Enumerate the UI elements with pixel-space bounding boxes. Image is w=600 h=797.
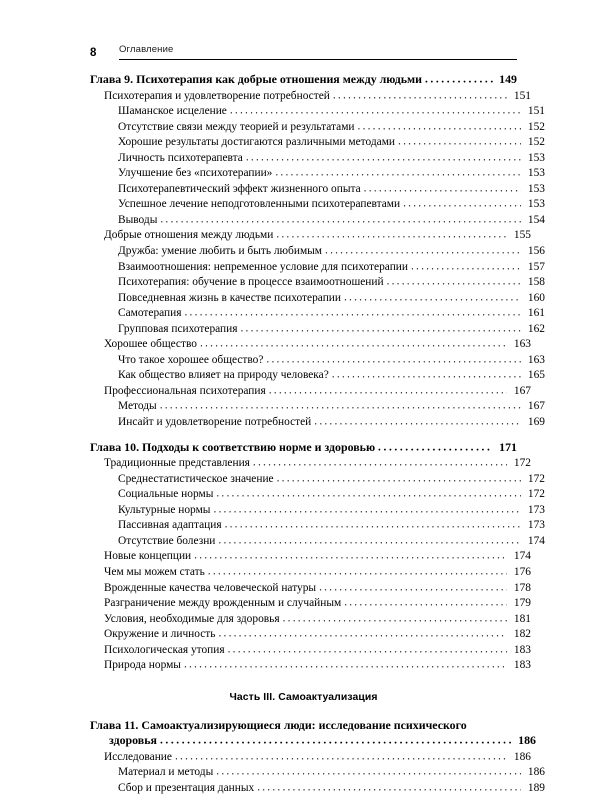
toc-entry-title: Исследование [104, 750, 172, 763]
dot-leader [344, 290, 521, 306]
dot-leader [253, 456, 507, 472]
toc-entry[interactable] [118, 415, 545, 431]
dot-leader [276, 228, 507, 244]
toc-entry-title: Успешное лечение неподготовленными психотерапевтами [118, 198, 401, 211]
toc-entry-page-number: 174 [513, 550, 531, 563]
toc-entry-title: Пассивная адаптация [118, 519, 222, 532]
toc-entry-page-number: 176 [513, 565, 531, 578]
toc-entry[interactable] [118, 472, 545, 488]
toc-entry-page-number: 153 [527, 151, 545, 164]
toc-entry-title: Хорошее общество [104, 338, 197, 351]
dot-leader [314, 415, 521, 431]
toc-entry[interactable] [104, 658, 531, 674]
dot-leader [160, 399, 521, 415]
toc-entry-page-number: 152 [527, 120, 545, 133]
dot-leader [184, 658, 507, 674]
toc-entry[interactable] [104, 612, 531, 628]
toc-entry[interactable] [104, 89, 531, 105]
toc-entry[interactable] [118, 197, 545, 213]
toc-chapter-entry[interactable] [90, 440, 517, 457]
toc-entry[interactable] [104, 643, 531, 659]
dot-leader [216, 487, 521, 503]
toc-entry-title: Взаимоотношения: непременное условие для психотерапии [118, 260, 408, 273]
toc-entry[interactable] [118, 291, 545, 307]
toc-entry-page-number: 183 [513, 659, 531, 672]
toc-entry-page-number: 174 [527, 534, 545, 547]
dot-leader [344, 596, 507, 612]
dot-leader [275, 166, 521, 182]
toc-entry-page-number: 154 [527, 213, 545, 226]
part-heading: Часть III. Самоактуализация [229, 691, 378, 703]
toc-entry-title: Выводы [118, 213, 158, 226]
dot-leader [325, 244, 521, 260]
toc-entry-title: Психологическая утопия [104, 643, 225, 656]
toc-entry[interactable] [118, 151, 545, 167]
toc-entry[interactable] [118, 166, 545, 182]
toc-entry-page-number: 178 [513, 581, 531, 594]
toc-entry-title: Улучшение без «психотерапии» [118, 167, 273, 180]
toc-entry[interactable] [118, 260, 545, 276]
toc-entry-page-number: 161 [527, 307, 545, 320]
dot-leader [246, 150, 521, 166]
dot-leader [387, 275, 521, 291]
dot-leader [218, 627, 507, 643]
toc-entry-page-number: 182 [513, 628, 531, 641]
dot-leader [364, 181, 521, 197]
toc-entry-page-number: 169 [527, 416, 545, 429]
dot-leader [425, 73, 493, 89]
toc-entry-title: Личность психотерапевта [118, 151, 243, 164]
toc-entry-title: Отсутствие болезни [118, 534, 216, 547]
toc-entry-page-number: 181 [513, 612, 531, 625]
dot-leader [200, 337, 507, 353]
toc-entry-title: Глава 11. Самоактуализирующиеся люди: исследование психического [90, 717, 467, 732]
toc-entry-title: здоровья [109, 733, 157, 748]
dot-leader [240, 321, 521, 337]
dot-leader [208, 564, 507, 580]
toc-entry-title: Повседневная жизнь в качестве психотерапии [118, 291, 341, 304]
toc-entry-page-number: 172 [527, 488, 545, 501]
running-header [90, 44, 517, 60]
toc-entry[interactable] [104, 581, 531, 597]
toc-entry-page-number: 186 [518, 733, 536, 748]
toc-entry-page-number: 151 [513, 89, 531, 102]
toc-entry-page-number: 153 [527, 198, 545, 211]
toc-entry-page-number: 173 [527, 503, 545, 516]
toc-entry-page-number: 151 [527, 105, 545, 118]
toc-entry[interactable] [118, 399, 545, 415]
toc-entry[interactable] [118, 213, 545, 229]
toc-entry-page-number: 165 [527, 369, 545, 382]
dot-leader [230, 104, 521, 120]
running-head-rule [119, 44, 517, 60]
toc-entry[interactable] [118, 353, 545, 369]
toc-entry[interactable] [118, 306, 545, 322]
toc-entry-title: Культурные нормы [118, 503, 211, 516]
dot-leader [269, 383, 507, 399]
toc-entry-title: Чем мы можем стать [104, 565, 205, 578]
dot-leader [184, 306, 521, 322]
toc-entry-title: Глава 9. Психотерапия как добрые отношения между людьми [90, 72, 422, 86]
dot-leader [411, 259, 521, 275]
toc-entry-page-number: 172 [513, 457, 531, 470]
toc-entry[interactable] [118, 244, 545, 260]
toc-entry-page-number: 149 [499, 72, 517, 86]
toc-entry-page-number: 156 [527, 245, 545, 258]
toc-entry-page-number: 155 [513, 229, 531, 242]
toc-entry-page-number: 158 [527, 276, 545, 289]
table-of-contents [90, 72, 545, 797]
toc-entry-title: Добрые отношения между людьми [104, 229, 274, 242]
toc-entry-title: Методы [118, 400, 157, 413]
toc-entry-title: Сбор и презентация данных [118, 781, 255, 794]
toc-entry[interactable] [118, 534, 545, 550]
toc-entry[interactable] [118, 275, 545, 291]
toc-entry-title: Традиционные представления [104, 457, 250, 470]
toc-entry-title: Психотерапевтический эффект жизненного опыта [118, 182, 361, 195]
dot-leader [160, 212, 521, 228]
toc-entry[interactable] [118, 135, 545, 151]
dot-leader [358, 119, 521, 135]
toc-entry-page-number: 172 [527, 472, 545, 485]
toc-entry-page-number: 160 [527, 291, 545, 304]
toc-entry-title: Материал и методы [118, 766, 214, 779]
toc-entry-title: Как общество влияет на природу человека? [118, 369, 329, 382]
toc-entry-page-number: 183 [513, 643, 531, 656]
toc-entry-title: Шаманское исцеление [118, 105, 227, 118]
toc-entry-title: Условия, необходимые для здоровья [104, 612, 280, 625]
toc-chapter-entry[interactable] [90, 72, 517, 89]
toc-entry[interactable] [118, 322, 545, 338]
dot-leader [378, 440, 493, 456]
dot-leader [319, 580, 507, 596]
toc-entry[interactable] [104, 337, 531, 353]
toc-entry-title: Профессиональная психотерапия [104, 384, 266, 397]
toc-entry-title: Групповая психотерапия [118, 322, 238, 335]
toc-entry-title: Самотерапия [118, 307, 182, 320]
dot-leader [403, 197, 521, 213]
toc-entry-title: Психотерапия и удовлетворение потребностей [104, 89, 330, 102]
toc-entry-title: Врожденные качества человеческой натуры [104, 581, 317, 594]
toc-entry[interactable] [118, 120, 545, 136]
toc-entry[interactable] [118, 781, 545, 797]
toc-entry-title: Окружение и личность [104, 628, 216, 641]
dot-leader [257, 780, 521, 796]
toc-entry[interactable] [118, 368, 545, 384]
dot-leader [218, 533, 521, 549]
dot-leader [216, 765, 521, 781]
toc-entry-page-number: 189 [527, 781, 545, 794]
toc-entry-page-number: 163 [513, 338, 531, 351]
toc-entry-page-number: 162 [527, 322, 545, 335]
toc-entry[interactable] [118, 503, 545, 519]
toc-entry-page-number: 167 [527, 400, 545, 413]
toc-entry[interactable] [104, 456, 531, 472]
toc-chapter-entry[interactable] [109, 733, 536, 750]
toc-entry-title: Социальные нормы [118, 488, 214, 501]
toc-entry-page-number: 152 [527, 136, 545, 149]
toc-entry[interactable] [104, 596, 531, 612]
toc-entry-page-number: 171 [499, 439, 517, 454]
toc-entry-title: Инсайт и удовлетворение потребностей [118, 416, 312, 429]
toc-entry[interactable] [118, 104, 545, 120]
toc-entry-title: Разграничение между врожденным и случайным [104, 597, 342, 610]
dot-leader [266, 352, 521, 368]
toc-entry-title: Дружба: умение любить и быть любимым [118, 245, 323, 258]
toc-entry-title: Психотерапия: обучение в процессе взаимоотношений [118, 276, 384, 289]
running-head-title: Оглавление [119, 44, 174, 55]
dot-leader [332, 368, 521, 384]
toc-entry[interactable] [118, 518, 545, 534]
toc-entry-page-number: 173 [527, 519, 545, 532]
toc-entry[interactable] [104, 565, 531, 581]
dot-leader [213, 502, 521, 518]
page-number-folio: 8 [90, 47, 97, 59]
toc-entry-title: Что такое хорошее общество? [118, 353, 264, 366]
dot-leader [225, 518, 521, 534]
toc-entry-page-number: 163 [527, 353, 545, 366]
dot-leader [333, 88, 507, 104]
toc-entry-title: Хорошие результаты достигаются различными методами [118, 136, 396, 149]
toc-entry-title: Природа нормы [104, 659, 181, 672]
toc-entry-title: Новые концепции [104, 550, 192, 563]
toc-entry-page-number: 153 [527, 182, 545, 195]
dot-leader [175, 749, 507, 765]
toc-entry-page-number: 167 [513, 384, 531, 397]
toc-entry-title: Среднестатистическое значение [118, 472, 274, 485]
toc-entry-page-number: 179 [513, 597, 531, 610]
toc-entry[interactable] [118, 765, 545, 781]
toc-entry-title: Отсутствие связи между теорией и результатами [118, 120, 355, 133]
dot-leader [160, 734, 512, 750]
toc-entry-page-number: 157 [527, 260, 545, 273]
toc-entry-title: Глава 10. Подходы к соответствию норме и здоровью [90, 439, 376, 454]
toc-entry[interactable] [104, 384, 531, 400]
toc-entry[interactable] [104, 750, 531, 766]
dot-leader [283, 611, 507, 627]
toc-entry-page-number: 153 [527, 167, 545, 180]
dot-leader [398, 135, 521, 151]
dot-leader [194, 549, 507, 565]
dot-leader [228, 642, 507, 658]
toc-entry-page-number: 186 [513, 750, 531, 763]
toc-entry[interactable] [118, 182, 545, 198]
toc-entry[interactable] [118, 487, 545, 503]
toc-entry-page-number: 186 [527, 766, 545, 779]
toc-entry[interactable] [104, 228, 531, 244]
dot-leader [277, 471, 521, 487]
toc-entry[interactable] [104, 627, 531, 643]
toc-entry[interactable] [104, 549, 531, 565]
toc-chapter-entry[interactable] [90, 718, 517, 734]
